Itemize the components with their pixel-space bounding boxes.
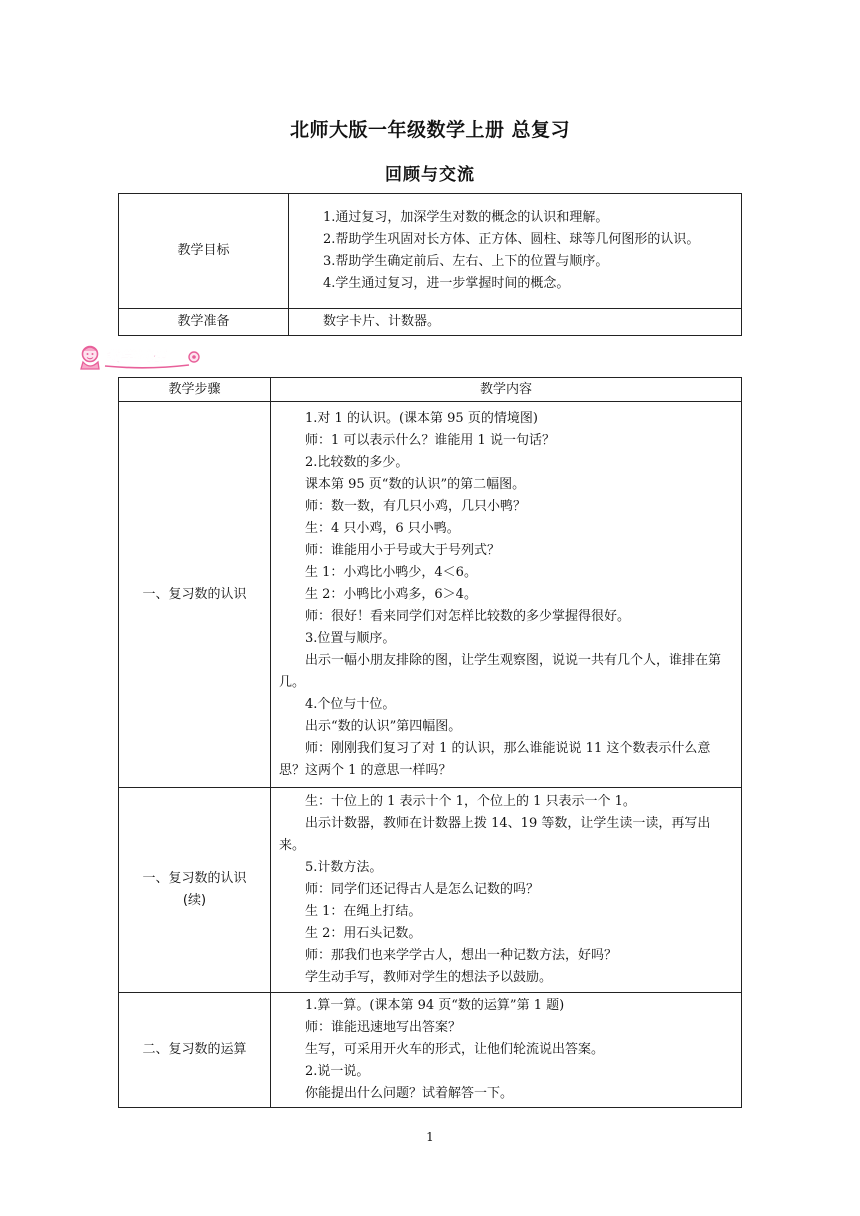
cartoon-kid-icon [81,347,99,370]
content-line: 师：那我们也来学学古人，想出一种记数方法，好吗？ [305,948,618,963]
flower-icon [189,352,199,362]
prep-label: 教学准备 [119,309,289,336]
col-header-step: 教学步骤 [119,378,271,402]
content-line: 1.对 1 的认识。(课本第 95 页的情境图) [305,410,538,426]
goal-line: 4.学生通过复习，进一步掌握时间的概念。 [323,276,570,291]
page-number: 1 [426,1130,434,1144]
content-line: 2.比较数的多少。 [305,454,409,470]
content-line: 出示计数器，教师在计数器上拨 14、19 等数，让学生读一读，再写出来。 [279,816,711,853]
content-line: 生 1：小鸡比小鸭少，4＜6。 [305,564,477,580]
prep-text: 数字卡片、计数器。 [323,314,441,329]
content-line: 生：4 只小鸡，6 只小鸭。 [305,520,460,536]
prep-content [289,309,742,336]
content-line: 出示“数的认识”第四幅图。 [305,718,462,734]
content-line: 1.算一算。(课本第 94 页“数的运算”第 1 题) [305,998,565,1013]
content-line: 课本第 95 页“数的认识”的第二幅图。 [305,476,526,492]
content-line: 2.说一说。 [305,1064,370,1079]
step-cell [119,788,271,993]
step-note: (续) [182,893,207,908]
step-cell [119,402,271,788]
document-title: 北师大版一年级数学上册 总复习 [289,119,571,141]
goals-table [118,193,742,336]
content-line: 你能提出什么问题？试着解答一下。 [305,1086,514,1101]
content-line: 师：同学们还记得古人是怎么记数的吗？ [305,882,540,897]
content-line: 师：很好！看来同学们对怎样比较数的多少掌握得很好。 [305,608,631,624]
document-subtitle: 回顾与交流 [385,165,475,185]
content-cell [271,993,742,1108]
process-table [118,377,742,1108]
content-line: 师：1 可以表示什么？谁能用 1 说一句话？ [305,432,555,448]
step-label: 一、复习数的认识 [142,586,247,602]
teaching-process-badge [77,343,203,371]
goal-line: 3.帮助学生确定前后、左右、上下的位置与顺序。 [323,254,609,269]
content-line: 4.个位与十位。 [305,696,396,712]
content-line: 学生动手写，教师对学生的想法予以鼓励。 [305,970,553,985]
step-label: 二、复习数的运算 [142,1042,247,1057]
content-line: 出示一幅小朋友排除的图，让学生观察图，说说一共有几个人，谁排在第几。 [279,652,722,690]
content-line: 生 1：在绳上打结。 [305,904,422,919]
goal-label: 教学目标 [119,194,289,309]
content-line: 生：十位上的 1 表示十个 1，个位上的 1 只表示一个 1。 [305,794,636,809]
content-line: 师：谁能迅速地写出答案？ [305,1020,462,1035]
content-cell [271,788,742,993]
content-line: 师：刚刚我们复习了对 1 的认识，那么谁能说说 11 这个数表示什么意思？这两个 1 的意思一样吗？ [279,740,711,778]
step-cell [119,993,271,1108]
goal-line: 2.帮助学生巩固对长方体、正方体、圆柱、球等几何图形的认识。 [323,232,700,247]
content-line: 生写，可采用开火车的形式，让他们轮流说出答案。 [305,1042,605,1057]
content-line: 生 2：小鸭比小鸡多，6＞4。 [305,586,477,602]
content-line: 5.计数方法。 [305,860,383,875]
content-line: 师：谁能用小于号或大于号列式？ [305,542,501,558]
content-line: 师：数一数，有几只小鸡，几只小鸭？ [305,498,527,514]
step-label: 一、复习数的认识 [142,871,247,886]
col-header-content: 教学内容 [271,378,742,402]
goal-line: 1.通过复习，加深学生对数的概念的认识和理解。 [323,210,609,225]
content-line: 3.位置与顺序。 [305,630,396,646]
badge-label: 教学过程 [105,348,166,366]
content-line: 生 2：用石头记数。 [305,926,422,941]
content-cell [271,402,742,788]
goal-content [289,194,742,309]
